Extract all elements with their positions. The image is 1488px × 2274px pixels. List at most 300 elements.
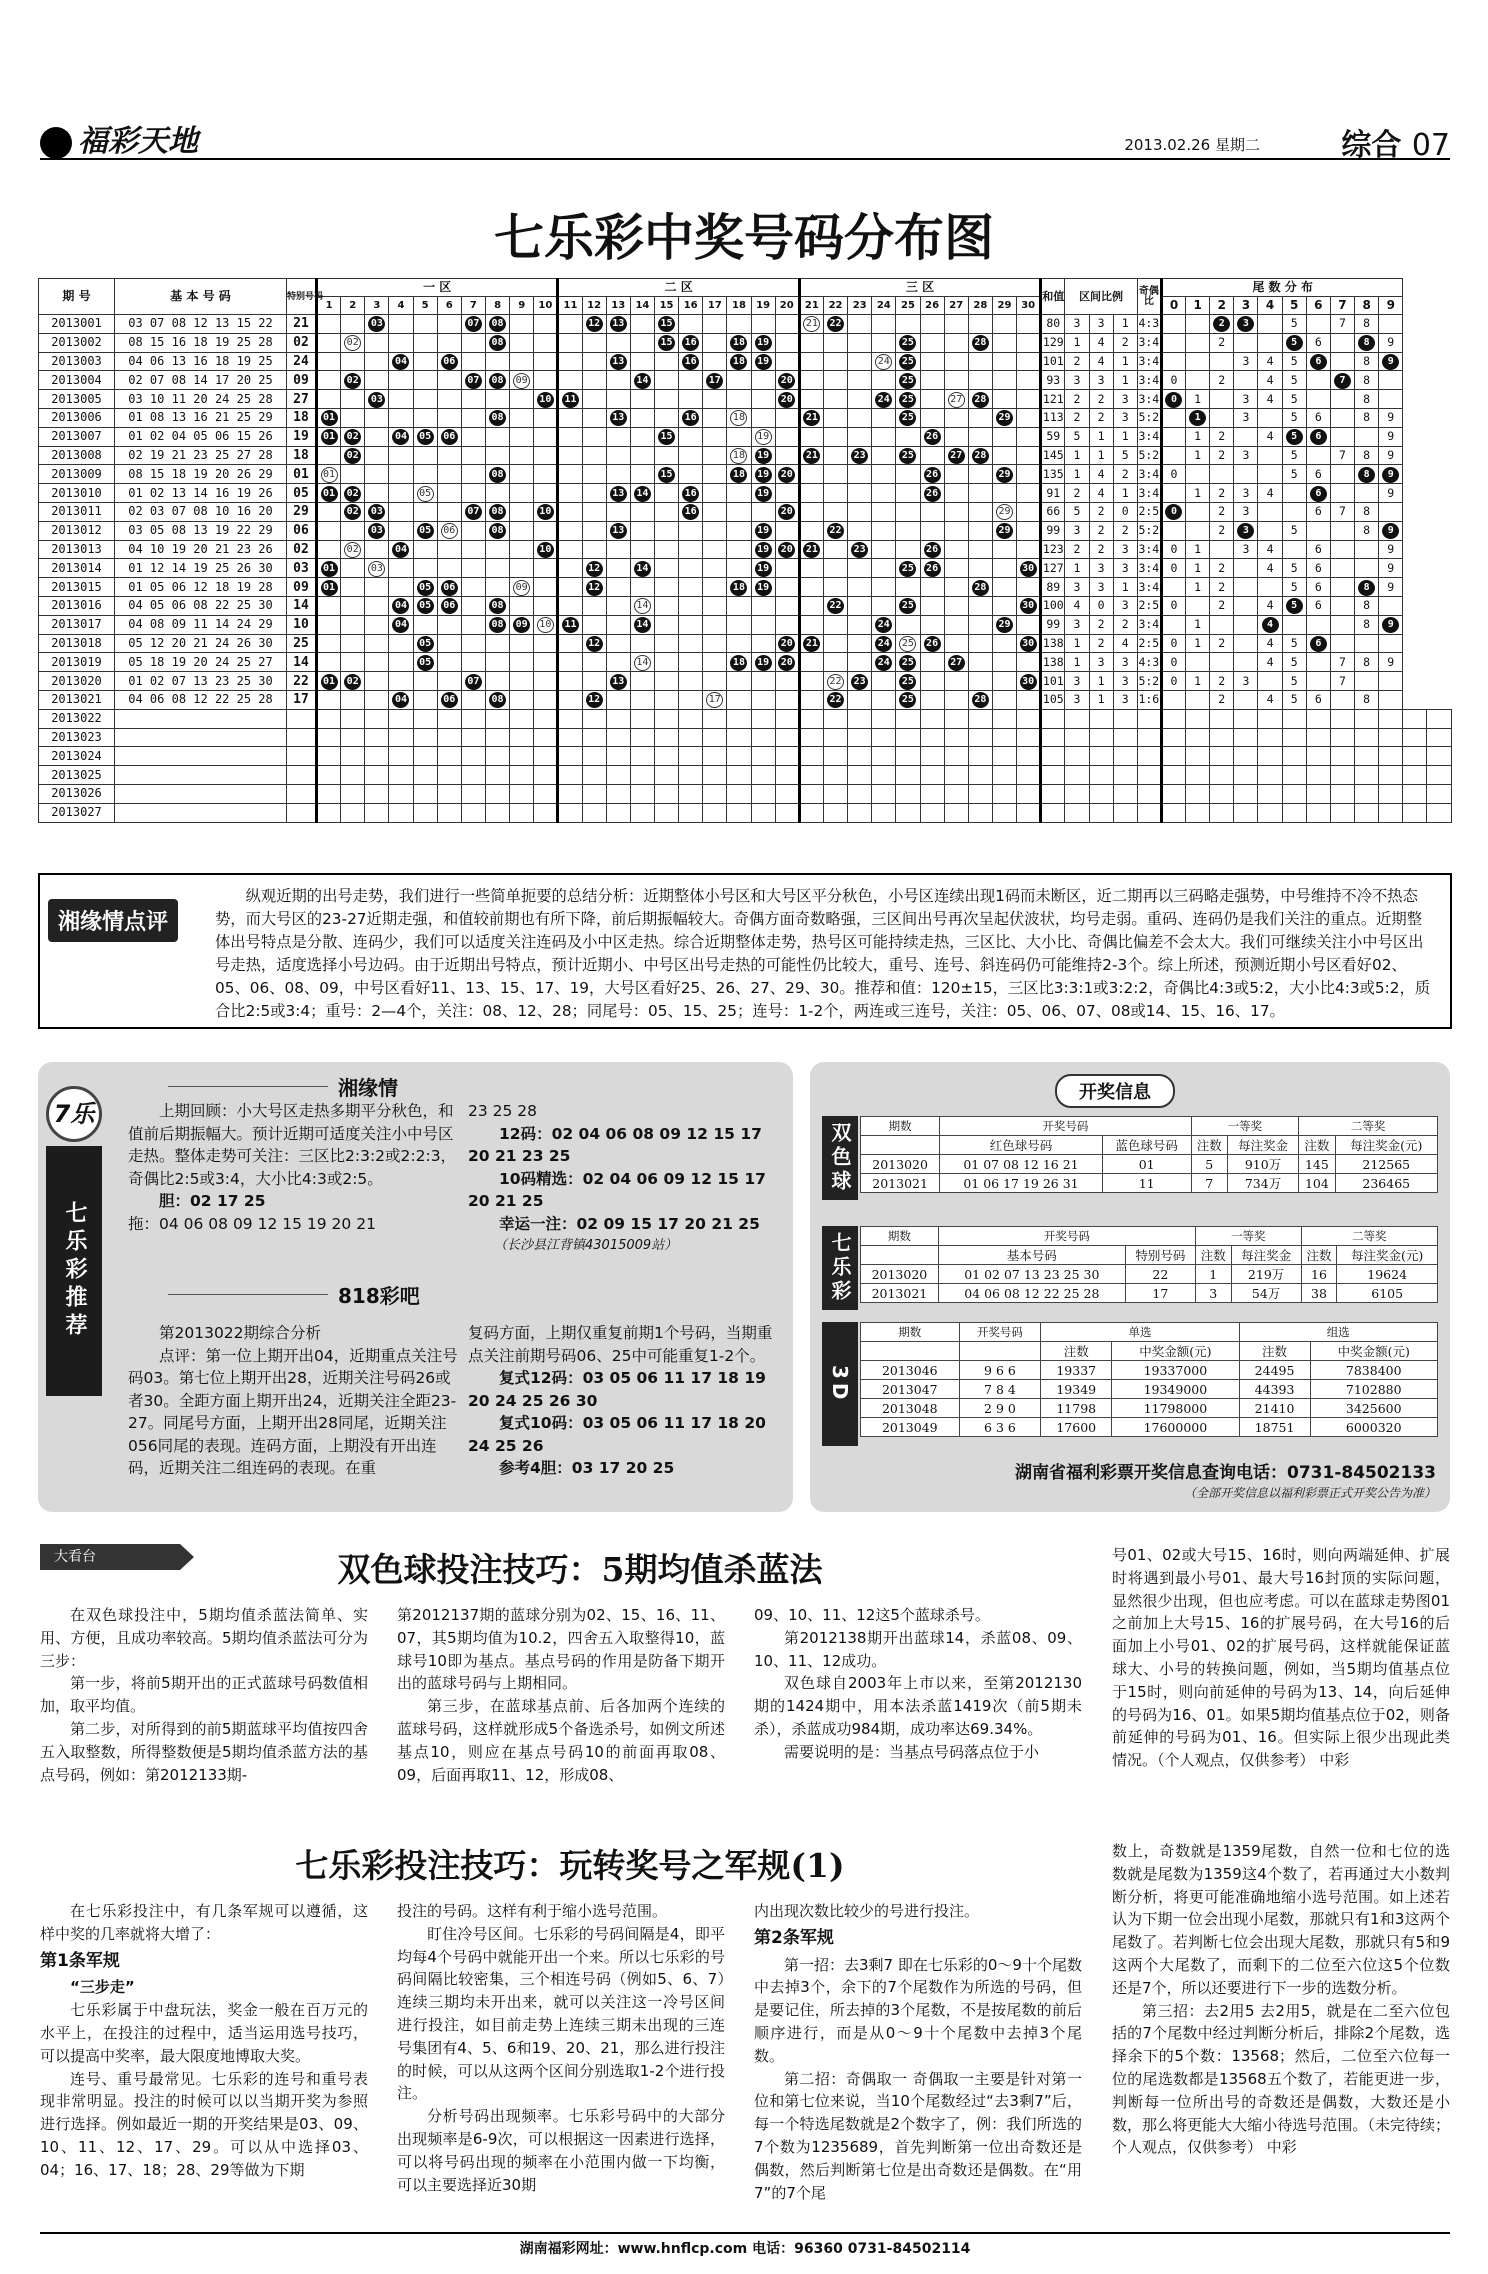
basic-numbers-cell: 05 12 20 21 24 26 30 xyxy=(115,634,287,653)
empty-cell xyxy=(1306,709,1330,728)
special-ball: 17 xyxy=(706,692,723,708)
ball-cell xyxy=(703,634,727,653)
cell: 基本号码 xyxy=(938,1246,1125,1265)
article-ssq xyxy=(40,1544,1450,1824)
ball-cell xyxy=(727,446,751,465)
tail-cell xyxy=(1379,521,1403,540)
tail-mark: 6 xyxy=(1310,354,1327,370)
table-row xyxy=(39,352,1452,371)
ball-cell xyxy=(582,653,606,672)
drawn-ball: 04 xyxy=(392,598,409,614)
drawn-ball: 07 xyxy=(465,373,482,389)
ball-cell xyxy=(341,352,365,371)
empty-cell xyxy=(1017,728,1041,747)
ball-cell xyxy=(317,559,341,578)
basic-numbers-cell: 04 10 19 20 21 23 26 xyxy=(115,540,287,559)
header-zone3: 三 区 xyxy=(799,279,1040,297)
empty-cell xyxy=(1330,784,1354,803)
ball-cell xyxy=(944,672,968,691)
ball-cell xyxy=(437,446,461,465)
article-title: 七乐彩投注技巧：玩转奖号之军规(1) xyxy=(295,1846,845,1885)
drawn-ball: 25 xyxy=(899,561,916,577)
ball-cell xyxy=(630,333,654,352)
ball-cell xyxy=(872,408,896,427)
tail-cell xyxy=(1355,578,1379,597)
ball-cell xyxy=(799,672,823,691)
interval-cell: 2 xyxy=(1113,465,1137,484)
num-header: 19 xyxy=(751,297,775,315)
ball-cell xyxy=(437,390,461,409)
ball-cell xyxy=(920,502,944,521)
tail-cell xyxy=(1161,521,1185,540)
empty-cell xyxy=(606,766,630,785)
num-header: 27 xyxy=(944,297,968,315)
sum-cell: 138 xyxy=(1041,634,1065,653)
ball-cell xyxy=(968,521,992,540)
ball-cell xyxy=(341,502,365,521)
ball-cell xyxy=(534,315,558,334)
tail-cell: 1 xyxy=(1186,540,1210,559)
ball-cell xyxy=(775,484,799,503)
empty-cell xyxy=(1017,766,1041,785)
ball-cell xyxy=(872,427,896,446)
ball-cell xyxy=(1017,521,1041,540)
empty-cell xyxy=(848,803,872,822)
ball-cell xyxy=(365,615,389,634)
ball-cell xyxy=(799,371,823,390)
ball-cell xyxy=(992,390,1016,409)
ball-cell xyxy=(534,352,558,371)
special-ball: 18 xyxy=(730,448,747,464)
period-cell: 2013006 xyxy=(39,408,115,427)
ball-cell xyxy=(848,352,872,371)
cell: 22 xyxy=(1125,1265,1195,1284)
ball-cell xyxy=(606,315,630,334)
drawn-ball: 08 xyxy=(489,467,506,483)
empty-cell xyxy=(534,784,558,803)
ball-cell xyxy=(510,315,534,334)
ball-cell xyxy=(896,690,920,709)
ball-cell xyxy=(485,408,509,427)
interval-cell: 3 xyxy=(1065,578,1089,597)
drawn-ball: 23 xyxy=(851,542,868,558)
drawn-ball: 15 xyxy=(658,316,675,332)
ball-cell xyxy=(461,502,485,521)
parity-cell: 3:4 xyxy=(1137,371,1161,390)
ball-cell xyxy=(703,690,727,709)
ball-cell xyxy=(751,484,775,503)
parity-cell: 3:4 xyxy=(1137,390,1161,409)
drawn-ball: 25 xyxy=(899,410,916,426)
tail-cell: 1 xyxy=(1186,672,1210,691)
num-header: 9 xyxy=(510,297,534,315)
3d-block: 3D 期数 开奖号码 单选 组选 注数 中奖金额(元) 注数 中奖金额(元) 2013046 9 6 6 19337 19337000 24495 7838400 2013047 7 8 4 19349 19349000 44393 7102880 2013048 2 9 0 11798 11798000 21410 3425600 2013049 6 3 6 17600 17600000 18751 6000320 xyxy=(822,1322,1438,1446)
tail-mark: 3 xyxy=(1237,316,1254,332)
ball-cell xyxy=(582,484,606,503)
tail-cell: 6 xyxy=(1306,465,1330,484)
ball-cell xyxy=(437,333,461,352)
cell: 注数 xyxy=(1299,1136,1335,1155)
empty-cell xyxy=(558,803,582,822)
sum-cell: 138 xyxy=(1041,653,1065,672)
ball-cell xyxy=(534,371,558,390)
interval-cell: 3 xyxy=(1065,672,1089,691)
empty-cell xyxy=(848,766,872,785)
table-row xyxy=(39,521,1452,540)
ball-cell xyxy=(896,390,920,409)
sum-cell: 89 xyxy=(1041,578,1065,597)
empty-cell xyxy=(582,784,606,803)
tail-cell: 3 xyxy=(1234,672,1258,691)
empty-cell xyxy=(1355,784,1379,803)
tail-cell: 5 xyxy=(1282,672,1306,691)
ball-cell xyxy=(654,540,678,559)
page-title: 七乐彩中奖号码分布图 xyxy=(494,209,994,267)
special-number-cell: 05 xyxy=(287,484,317,503)
period-cell: 2013002 xyxy=(39,333,115,352)
cell: 组选 xyxy=(1239,1323,1437,1342)
drawn-ball: 03 xyxy=(368,392,385,408)
period-cell: 2013022 xyxy=(39,709,115,728)
cell: 6105 xyxy=(1337,1284,1438,1303)
ball-cell xyxy=(341,559,365,578)
ball-cell xyxy=(413,596,437,615)
ball-cell xyxy=(341,484,365,503)
tail-cell xyxy=(1306,672,1330,691)
drawn-ball: 25 xyxy=(899,373,916,389)
cell: 红色球号码 xyxy=(940,1136,1103,1155)
empty-cell xyxy=(1306,766,1330,785)
empty-cell xyxy=(1306,784,1330,803)
drawn-ball: 04 xyxy=(392,692,409,708)
ball-cell xyxy=(775,578,799,597)
drawn-ball: 02 xyxy=(344,486,361,502)
ball-cell xyxy=(534,615,558,634)
sum-cell: 93 xyxy=(1041,371,1065,390)
drawn-ball: 28 xyxy=(972,335,989,351)
tail-cell xyxy=(1379,390,1403,409)
ball-cell xyxy=(582,672,606,691)
special-number-cell: 09 xyxy=(287,371,317,390)
empty-cell xyxy=(461,747,485,766)
tail-cell xyxy=(1258,465,1282,484)
header-period: 期 号 xyxy=(39,279,115,315)
ball-cell xyxy=(968,390,992,409)
tail-cell xyxy=(1161,427,1185,446)
tail-cell: 2 xyxy=(1210,559,1234,578)
tail-cell xyxy=(1210,615,1234,634)
ball-cell xyxy=(654,371,678,390)
empty-cell xyxy=(920,803,944,822)
column-tag: 大看台 xyxy=(40,1544,180,1570)
tail-cell xyxy=(1330,521,1354,540)
interval-cell: 2 xyxy=(1089,502,1113,521)
empty-cell xyxy=(1017,803,1041,822)
special-ball: 24 xyxy=(875,354,892,370)
ball-cell xyxy=(437,484,461,503)
drawn-ball: 01 xyxy=(321,410,338,426)
ball-cell xyxy=(582,578,606,597)
parity-cell: 5:2 xyxy=(1137,521,1161,540)
drawn-ball: 30 xyxy=(1020,561,1037,577)
tail-cell: 2 xyxy=(1210,502,1234,521)
empty-cell xyxy=(751,766,775,785)
ball-cell xyxy=(823,559,847,578)
ball-cell xyxy=(317,502,341,521)
ball-cell xyxy=(461,371,485,390)
ball-cell xyxy=(775,540,799,559)
ball-cell xyxy=(992,521,1016,540)
drawn-ball: 26 xyxy=(924,429,941,445)
parity-cell: 2:5 xyxy=(1137,596,1161,615)
tail-cell xyxy=(1379,690,1403,709)
drawn-ball: 14 xyxy=(634,373,651,389)
ball-cell xyxy=(654,578,678,597)
ball-cell xyxy=(461,521,485,540)
basic-numbers-cell: 02 03 07 08 10 16 20 xyxy=(115,502,287,521)
period-cell: 2013025 xyxy=(39,766,115,785)
tail-cell: 3 xyxy=(1234,540,1258,559)
empty-cell xyxy=(823,766,847,785)
ball-cell xyxy=(727,465,751,484)
table-header-row xyxy=(861,1323,1438,1342)
ball-cell xyxy=(944,315,968,334)
tail-cell xyxy=(1355,427,1379,446)
ball-cell xyxy=(968,484,992,503)
drawn-ball: 25 xyxy=(899,674,916,690)
ball-cell xyxy=(510,333,534,352)
empty-cell xyxy=(992,766,1016,785)
ball-cell xyxy=(510,446,534,465)
table-row xyxy=(39,502,1452,521)
empty-cell xyxy=(920,728,944,747)
ball-cell xyxy=(606,408,630,427)
ball-cell xyxy=(799,521,823,540)
period-cell: 2013021 xyxy=(39,690,115,709)
page-header xyxy=(40,110,1450,163)
art1-col1: 在双色球投注中，5期均值杀蓝法简单、实用、方便，且成功率较高。5期均值杀蓝法可分为三步： 第一步，将前5期开出的正式蓝球号码数值相加，取平均值。 第二步，对所得到的前5期蓝球平均值按四舍五入取整数，所得整数便是5期均值杀蓝方法的基点号码，例如：第2012133期- xyxy=(40,1606,368,1784)
drawn-ball: 25 xyxy=(899,692,916,708)
empty-cell xyxy=(1282,709,1306,728)
period-cell: 2013014 xyxy=(39,559,115,578)
ball-cell xyxy=(582,465,606,484)
ball-cell xyxy=(630,672,654,691)
ball-cell xyxy=(630,502,654,521)
ball-cell xyxy=(872,559,896,578)
ball-cell xyxy=(630,427,654,446)
ball-cell xyxy=(968,352,992,371)
tail-mark: 2 xyxy=(1213,316,1230,332)
empty-cell xyxy=(1089,728,1113,747)
tail-cell xyxy=(1330,427,1354,446)
ball-cell xyxy=(848,371,872,390)
tail-cell: 8 xyxy=(1355,596,1379,615)
empty-cell xyxy=(115,784,287,803)
ball-cell xyxy=(872,390,896,409)
num-header: 28 xyxy=(968,297,992,315)
ball-cell xyxy=(823,315,847,334)
cell: 38 xyxy=(1301,1284,1337,1303)
tail-cell xyxy=(1282,502,1306,521)
ball-cell xyxy=(799,484,823,503)
ball-cell xyxy=(920,578,944,597)
cell: 2013046 xyxy=(861,1361,960,1380)
drawn-ball: 05 xyxy=(417,580,434,596)
drawn-ball: 07 xyxy=(465,504,482,520)
empty-cell xyxy=(1161,728,1185,747)
ball-cell xyxy=(437,672,461,691)
sum-cell: 91 xyxy=(1041,484,1065,503)
ball-cell xyxy=(896,408,920,427)
tail-cell: 8 xyxy=(1355,653,1379,672)
tail-mark: 5 xyxy=(1286,335,1303,351)
empty-cell xyxy=(727,747,751,766)
num-header: 18 xyxy=(727,297,751,315)
empty-cell xyxy=(558,747,582,766)
tail-cell xyxy=(1306,634,1330,653)
ball-cell xyxy=(751,446,775,465)
empty-cell xyxy=(606,728,630,747)
drawn-ball: 07 xyxy=(465,674,482,690)
drawn-ball: 20 xyxy=(778,504,795,520)
ball-cell xyxy=(485,559,509,578)
ball-cell xyxy=(582,596,606,615)
num-header: 26 xyxy=(920,297,944,315)
ball-cell xyxy=(992,559,1016,578)
ball-cell xyxy=(823,390,847,409)
tail-cell xyxy=(1258,315,1282,334)
empty-cell xyxy=(1258,766,1282,785)
ball-cell xyxy=(968,672,992,691)
cell: 19349 xyxy=(1041,1380,1112,1399)
empty-cell xyxy=(1330,709,1354,728)
basic-numbers-cell: 02 07 08 14 17 20 25 xyxy=(115,371,287,390)
ball-cell xyxy=(968,578,992,597)
ball-cell xyxy=(848,634,872,653)
empty-cell xyxy=(944,728,968,747)
empty-cell xyxy=(848,747,872,766)
ball-cell xyxy=(630,315,654,334)
empty-cell xyxy=(872,803,896,822)
num-header: 10 xyxy=(534,297,558,315)
ball-cell xyxy=(510,634,534,653)
interval-cell: 3 xyxy=(1065,371,1089,390)
drawn-ball: 04 xyxy=(392,542,409,558)
ball-cell xyxy=(679,446,703,465)
tail-cell xyxy=(1234,596,1258,615)
ball-cell xyxy=(437,502,461,521)
ball-cell xyxy=(751,540,775,559)
ball-cell xyxy=(896,427,920,446)
cell: 6000320 xyxy=(1310,1418,1438,1437)
cell: 2013049 xyxy=(861,1418,960,1437)
parity-cell: 1:6 xyxy=(1137,690,1161,709)
drawn-ball: 15 xyxy=(658,335,675,351)
tail-cell: 1 xyxy=(1186,446,1210,465)
special-ball: 19 xyxy=(755,429,772,445)
ball-cell xyxy=(389,446,413,465)
empty-cell xyxy=(896,803,920,822)
tail-cell xyxy=(1161,390,1185,409)
empty-cell xyxy=(823,728,847,747)
ball-cell xyxy=(799,653,823,672)
table-row xyxy=(861,1155,1438,1174)
ball-cell xyxy=(727,484,751,503)
interval-cell: 2 xyxy=(1089,634,1113,653)
cell: 蓝色球号码 xyxy=(1102,1136,1191,1155)
ball-cell xyxy=(461,427,485,446)
ball-cell xyxy=(437,634,461,653)
table-row xyxy=(39,634,1452,653)
tail-cell xyxy=(1282,540,1306,559)
ball-cell xyxy=(389,672,413,691)
ball-cell xyxy=(341,333,365,352)
empty-cell xyxy=(1210,803,1234,822)
ball-cell xyxy=(485,634,509,653)
brand-logo: 福彩天地 xyxy=(40,116,198,160)
special-number-cell: 29 xyxy=(287,502,317,521)
interval-cell: 3 xyxy=(1089,315,1113,334)
table-header-row xyxy=(861,1227,1438,1246)
ball-cell xyxy=(848,559,872,578)
empty-cell xyxy=(1041,747,1065,766)
ball-cell xyxy=(992,371,1016,390)
ball-cell xyxy=(654,446,678,465)
empty-cell xyxy=(1113,747,1137,766)
ball-cell xyxy=(317,371,341,390)
cell: 开奖号码 xyxy=(959,1323,1041,1342)
sum-cell: 66 xyxy=(1041,502,1065,521)
ball-cell xyxy=(896,446,920,465)
empty-cell xyxy=(485,766,509,785)
ball-cell xyxy=(799,333,823,352)
tail-mark: 4 xyxy=(1262,617,1279,633)
ball-cell xyxy=(679,408,703,427)
cell: 910万 xyxy=(1227,1155,1298,1174)
ball-cell xyxy=(654,427,678,446)
drawn-ball: 11 xyxy=(562,617,579,633)
ball-cell xyxy=(317,352,341,371)
ball-cell xyxy=(389,578,413,597)
ball-cell xyxy=(751,578,775,597)
interval-cell: 4 xyxy=(1065,596,1089,615)
ball-cell xyxy=(534,653,558,672)
ball-cell xyxy=(799,690,823,709)
interval-cell: 5 xyxy=(1065,502,1089,521)
drawn-ball: 24 xyxy=(875,617,892,633)
ball-cell xyxy=(654,690,678,709)
parity-cell: 4:3 xyxy=(1137,653,1161,672)
empty-cell xyxy=(558,784,582,803)
ball-cell xyxy=(896,672,920,691)
cell: 中奖金额(元) xyxy=(1310,1342,1438,1361)
ball-cell xyxy=(365,352,389,371)
ball-cell xyxy=(582,371,606,390)
ball-cell xyxy=(389,427,413,446)
cell xyxy=(959,1342,1041,1361)
ball-cell xyxy=(582,390,606,409)
tail-mark: 6 xyxy=(1310,486,1327,502)
art2-col2: 投注的号码。这样有利于缩小选号范围。 盯住冷号区间。七乐彩的号码间隔是4，即平均每4个号码中就能开出一个来。所以七乐彩的号码间隔比较密集，三个相连号码（例如5、6、7）连续三期均未开出来，就可以关注这一冷号区间进行投注，如目前走势上连续三期未出现的三连号集团有4、5、6和19、20、21，那么进行投注的时候，可以从这两个区间分别选取1-2个进行投注。 分析号码出现频率。七乐彩号码中的大部分出现频率是6-9次，可以根据这一因素进行选择，可以将号码出现的频率在小范围内做一下均衡，可以主要选择近30期 xyxy=(397,1902,725,2194)
interval-cell: 1 xyxy=(1113,371,1137,390)
num-header: 23 xyxy=(848,297,872,315)
cell: 期数 xyxy=(861,1323,960,1342)
ball-cell xyxy=(992,427,1016,446)
ball-cell xyxy=(775,315,799,334)
table-row xyxy=(39,408,1452,427)
cell: 单选 xyxy=(1041,1323,1239,1342)
ball-cell xyxy=(365,427,389,446)
